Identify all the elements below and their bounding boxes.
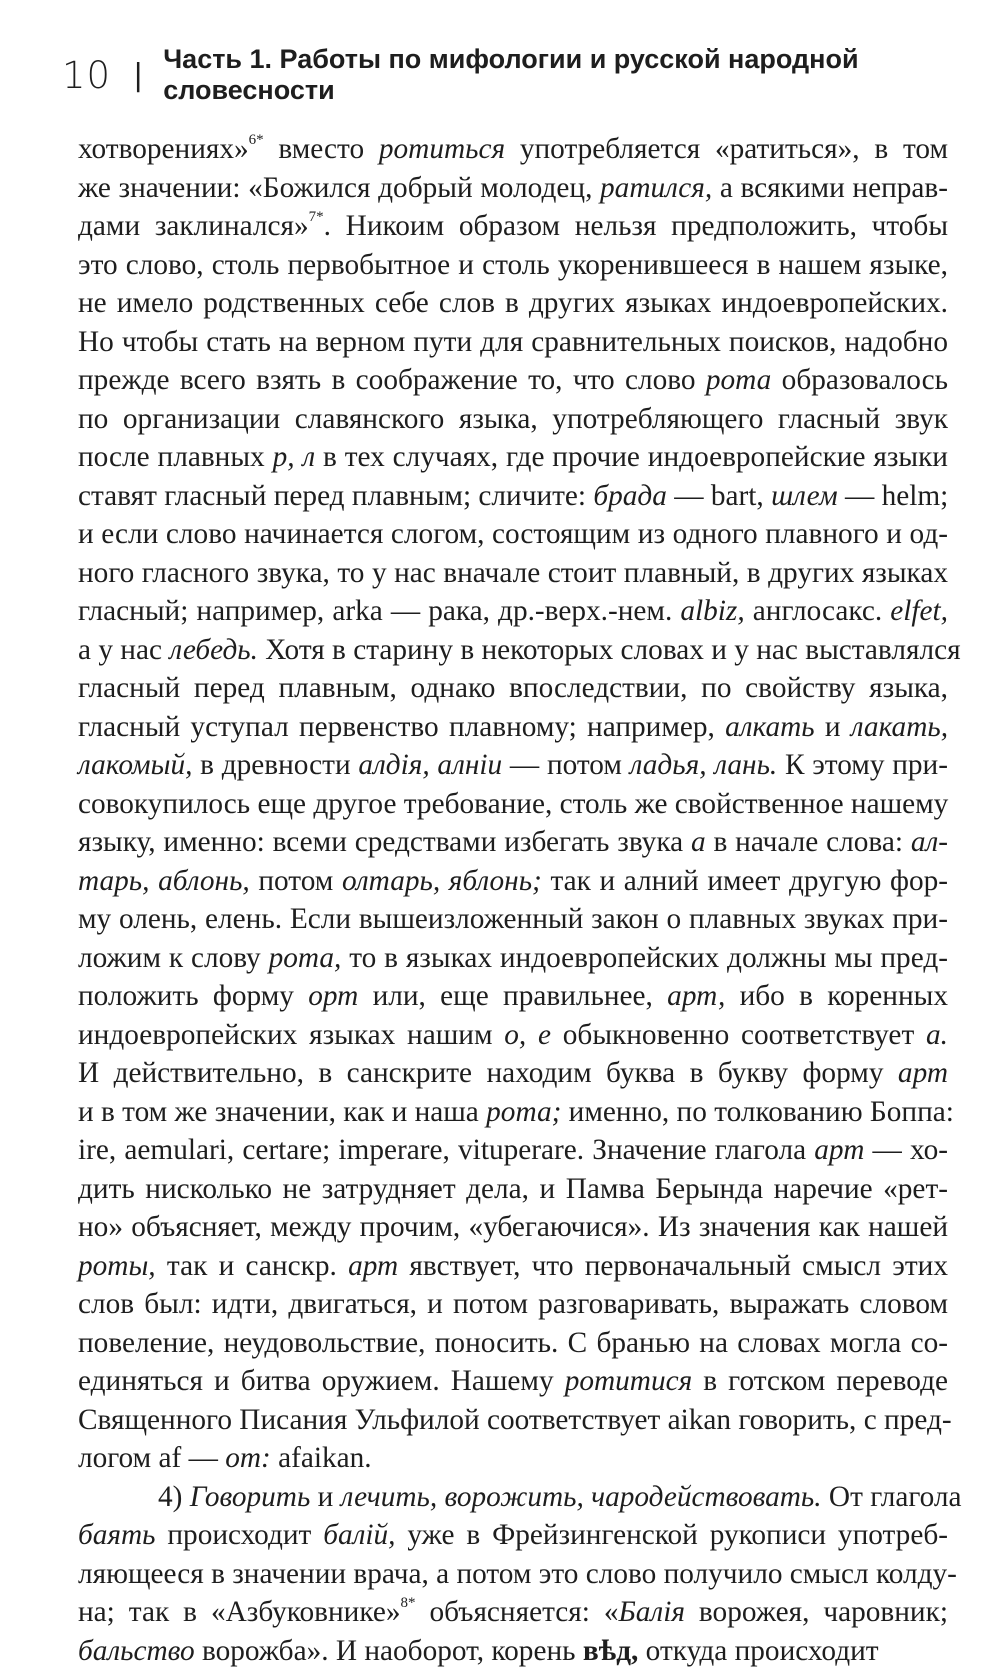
text-line [78, 900, 948, 939]
text-span: потом [250, 865, 342, 897]
text-span: и в том же значении, как и наша [78, 1096, 486, 1128]
text-span: обыкновенно соответствует [551, 1019, 926, 1051]
italic-term: орт [308, 980, 358, 1012]
text-line [78, 1016, 948, 1055]
text-line [78, 207, 948, 246]
text-span: Священного Писания Ульфилой соответствует aikan говорить, с пред- [78, 1404, 952, 1436]
text-line [78, 1555, 948, 1594]
italic-term: арт, [667, 980, 725, 1012]
italic-term: от: [225, 1442, 271, 1474]
text-span: Хотя в старину в некоторых словах и у нас выставлялся [258, 634, 961, 666]
text-span: ворожея, чаровник; [685, 1596, 948, 1628]
text-span: ворожба». И наоборот, корень [195, 1635, 583, 1667]
text-span: не имело родственных себе слов в других языках индоевропейских. [78, 287, 948, 319]
text-span: явствует, что первоначальный смысл этих [398, 1250, 948, 1282]
text-line [78, 554, 948, 593]
text-line [78, 1632, 948, 1670]
text-span: логом af — [78, 1442, 225, 1474]
italic-term: о, е [504, 1019, 551, 1051]
text-span: гласный уступал первенство плавному; например, [78, 711, 725, 743]
text-line [78, 400, 948, 439]
italic-term: лечить, ворожить, чародействовать. [341, 1481, 822, 1513]
text-span: употребляется «ратиться», в том [505, 133, 948, 165]
footnote-ref: 7* [309, 209, 324, 225]
text-span: но» объясняет, между прочим, «убегаючися». Из значения как нашей [78, 1211, 948, 1243]
italic-term: ратился, [600, 172, 712, 204]
text-line [78, 631, 948, 670]
text-line [78, 1054, 948, 1093]
text-line [78, 1362, 948, 1401]
text-line [78, 785, 948, 824]
text-line [78, 1170, 948, 1209]
text-line [78, 977, 948, 1016]
text-span: индоевропейских языках нашим [78, 1019, 504, 1051]
italic-term: алкать [725, 711, 815, 743]
italic-term: р, л [273, 441, 316, 473]
text-span: ибо в коренных [725, 980, 948, 1012]
text-span: дами заклинался» [78, 210, 309, 242]
text-line [78, 1593, 948, 1632]
text-span: а всякими неправ- [712, 172, 948, 204]
text-span: после плавных [78, 441, 273, 473]
italic-term: арт [898, 1057, 948, 1089]
text-span: совокупилось еще другое требование, столь же свойственное нашему [78, 788, 948, 820]
text-span: положить форму [78, 980, 308, 1012]
text-span: — bart, [667, 480, 771, 512]
text-span: языку, именно: всеми средствами избегать звука [78, 826, 691, 858]
italic-term: бальство [78, 1635, 195, 1667]
text-line [78, 1285, 948, 1324]
italic-term: баять [78, 1519, 156, 1551]
text-span: вѣд, [583, 1635, 639, 1667]
text-span: — хо- [864, 1134, 948, 1166]
text-span: именно, по толкованию Боппа: [561, 1096, 954, 1128]
text-span: прежде всего взять в соображение то, что слово [78, 364, 706, 396]
text-span: в тех случаях, где прочие индоевропейские языки [315, 441, 948, 473]
text-span: и если слово начинается слогом, состоящим из одного плавного и од- [78, 518, 948, 550]
text-span: в древности [192, 749, 358, 781]
italic-term: ротитися [565, 1365, 693, 1397]
italic-term: олтарь, яблонь; [342, 865, 542, 897]
italic-term: рота [706, 364, 771, 396]
text-span: происходит [156, 1519, 324, 1551]
text-line [78, 746, 948, 785]
text-line [78, 515, 948, 554]
italic-term: Говорить [190, 1481, 311, 1513]
text-span: ного гласного звука, то у нас вначале стоит плавный, в других языках [78, 557, 948, 589]
italic-term: роты, [78, 1250, 156, 1282]
text-span: так и санскр. [156, 1250, 348, 1282]
text-span: или, еще правильнее, [358, 980, 667, 1012]
italic-term: elfet, [890, 595, 948, 627]
text-span: единяться и битва оружием. Нашему [78, 1365, 565, 1397]
text-span: 4) [158, 1481, 190, 1513]
italic-term: шлем [771, 480, 838, 512]
text-span: и [310, 1481, 340, 1513]
text-span: же значении: «Божился добрый молодец, [78, 172, 600, 204]
text-span: От глагола [822, 1481, 962, 1513]
body-text [78, 130, 948, 1670]
text-span: то в языках индоевропейских должны мы пред- [341, 942, 948, 974]
italic-term: ротиться [379, 133, 505, 165]
text-span: И действительно, в санскрите находим буква в букву форму [78, 1057, 898, 1089]
text-line [78, 708, 948, 747]
running-header [62, 50, 942, 100]
text-span: по организации славянского языка, употребляющего гласный звук [78, 403, 948, 435]
text-line [78, 1439, 948, 1478]
italic-term: рота; [486, 1096, 561, 1128]
text-span: . Никоим образом нельзя предположить, чтобы [324, 210, 948, 242]
text-line [78, 1208, 948, 1247]
running-title: Часть 1. Работы по мифологии и русской народной словесности [163, 44, 942, 106]
page-number: 10 [62, 54, 111, 97]
italic-term: ладья, лань. [630, 749, 778, 781]
italic-term: а [691, 826, 706, 858]
text-line [78, 592, 948, 631]
text-line [78, 1093, 948, 1132]
italic-term: ал- [911, 826, 948, 858]
text-line [78, 1131, 948, 1170]
text-span: объясняется: « [416, 1596, 619, 1628]
text-span: му олень, елень. Если вышеизложенный закон о плавных звуках при- [78, 903, 948, 935]
text-span: в готском переводе [692, 1365, 948, 1397]
italic-term: лакомый, [78, 749, 192, 781]
text-span: — потом [502, 749, 629, 781]
text-span: в начале слова: [706, 826, 911, 858]
italic-term: алдія, алніи [358, 749, 502, 781]
text-span: хотворениях» [78, 133, 249, 165]
text-line [78, 1324, 948, 1363]
italic-term: лакать, [851, 711, 948, 743]
text-span: это слово, столь первобытное и столь укоренившееся в нашем языке, [78, 249, 948, 281]
italic-term: albiz, [680, 595, 744, 627]
text-line [78, 1478, 948, 1517]
text-line [78, 438, 948, 477]
text-span: ложим к слову [78, 942, 269, 974]
text-span: откуда происходит [638, 1635, 878, 1667]
italic-term: рота, [269, 942, 342, 974]
text-line [78, 669, 948, 708]
text-line [78, 939, 948, 978]
text-span: так и алний имеет другую фор- [542, 865, 948, 897]
text-line [78, 246, 948, 285]
text-span: ire, aemulari, certare; imperare, vituperare. Значение глагола [78, 1134, 814, 1166]
text-span: уже в Фрейзингенской рукописи употреб- [396, 1519, 948, 1551]
footnote-ref: 8* [401, 1595, 416, 1611]
italic-term: балій, [323, 1519, 395, 1551]
text-line [78, 1401, 948, 1440]
text-span: К этому при- [777, 749, 948, 781]
text-line [78, 323, 948, 362]
italic-term: а. [926, 1019, 948, 1051]
text-span: гласный перед плавным, однако впоследствии, по свойству языка, [78, 672, 948, 704]
text-line [78, 1247, 948, 1286]
italic-term: брада [593, 480, 667, 512]
header-separator: | [133, 58, 143, 93]
text-line [78, 284, 948, 323]
text-span: дить нисколько не затрудняет дела, и Памва Берында наречие «рет- [78, 1173, 948, 1205]
text-span: гласный; например, arka — рака, др.-верх.-нем. [78, 595, 680, 627]
text-span: ставят гласный перед плавным; сличите: [78, 480, 593, 512]
italic-term: арт [348, 1250, 398, 1282]
text-line [78, 862, 948, 901]
text-span: и [815, 711, 851, 743]
text-span: повеление, неудовольствие, поносить. С бранью на словах могла со- [78, 1327, 948, 1359]
italic-term: Балія [618, 1596, 684, 1628]
text-line [78, 361, 948, 400]
text-span: — helm; [838, 480, 949, 512]
italic-term: арт [814, 1134, 864, 1166]
text-span: образовалось [771, 364, 948, 396]
text-line [78, 130, 948, 169]
text-span: Но чтобы стать на верном пути для сравнительных поисков, надобно [78, 326, 948, 358]
text-line [78, 169, 948, 208]
footnote-ref: 6* [249, 132, 264, 148]
italic-term: тарь, аблонь, [78, 865, 250, 897]
text-span: afaikan. [271, 1442, 372, 1474]
text-line [78, 477, 948, 516]
text-span: слов был: идти, двигаться, и потом разговаривать, выражать словом [78, 1288, 948, 1320]
text-span: вместо [264, 133, 379, 165]
text-span: а у нас [78, 634, 169, 666]
text-span: англосакс. [745, 595, 891, 627]
text-line [78, 823, 948, 862]
text-line [78, 1516, 948, 1555]
italic-term: лебедь. [169, 634, 258, 666]
text-span: ляющееся в значении врача, а потом это слово получило смысл колду- [78, 1558, 957, 1590]
text-span: на; так в «Азбуковнике» [78, 1596, 401, 1628]
